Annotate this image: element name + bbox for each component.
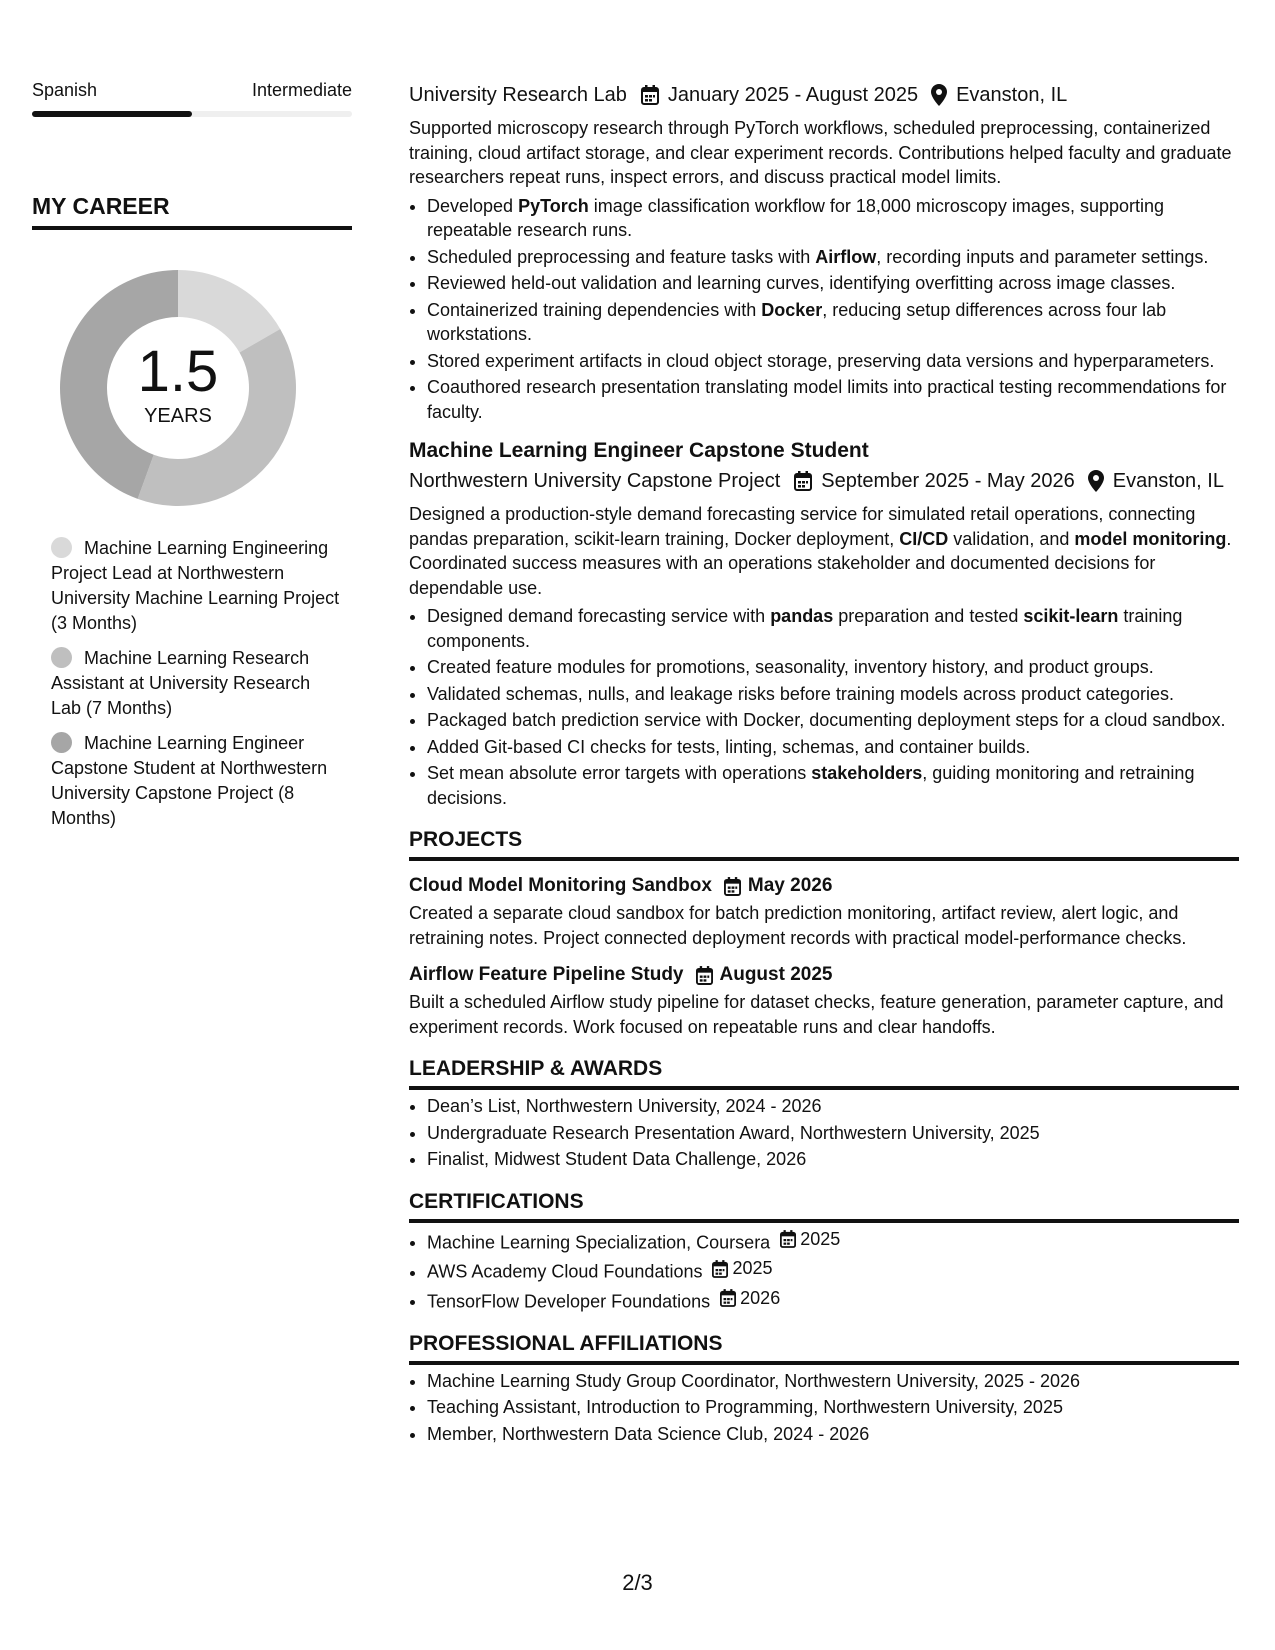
project-title-row [409,962,1239,988]
legend-dot [51,647,72,668]
job-location: Evanston, IL [956,84,1068,106]
bullet-text: Designed demand forecasting service with [427,606,771,626]
project-description: Created a separate cloud sandbox for batch prediction monitoring, artifact review, alert logic, and retraining notes. Project connected deployment records with practical model-performance checks. [409,903,1187,948]
job-bullet: • Coauthored research presentation translating model limits into practical testing recommendations for faculty. [427,375,1239,424]
bullet-text: Scheduled preprocessing and feature tasks with [427,246,816,267]
awards-list [409,1094,1239,1172]
certification-year: 2025 [800,1228,841,1249]
career-total-unit: YEARS [144,404,212,427]
affiliation-item: • Member, Northwestern Data Science Club, 2024 - 2026 [427,1422,1239,1447]
bullet-text: image classification workflow for 18,000 microscopy images, supporting repeatable research runs. [427,195,1165,240]
bullet-keyword: PyTorch [518,195,589,216]
summary-keyword: model monitoring [1074,528,1227,549]
language-level: Intermediate [251,80,352,100]
award-item: • Dean’s List, Northwestern University, 2024 - 2026 [427,1094,1239,1119]
career-legend-item [51,731,341,831]
summary-text: validation, and [948,528,1075,549]
donut-center [54,264,302,512]
career-legend-item [51,646,341,721]
summary-text: Designed a production-style demand forecasting service for simulated retail operations, connecting pandas preparation, scikit-learn training, Docker deployment, [409,504,1196,549]
job-bullets [409,604,1239,810]
language-name: Spanish [32,80,98,100]
job-bullet: • Packaged batch prediction service with Docker, documenting deployment steps for a cloud sandbox. [427,708,1239,733]
job-title: Machine Learning Engineer Capstone Student [409,439,869,462]
bullet-keyword: Airflow [815,246,877,267]
career-donut-chart [54,264,302,512]
job-bullet [427,245,1239,270]
job-bullets [409,194,1239,425]
bullet-text: , recording inputs and parameter settings. [876,246,1209,267]
career-legend-text: Machine Learning Engineering Project Lead at Northwestern University Machine Learning Project (3 Months) [51,538,340,633]
language-proficiency-bar [32,111,352,117]
language-proficiency-fill [32,111,192,117]
certifications-heading: CERTIFICATIONS [409,1188,1239,1223]
career-legend-text: Machine Learning Engineer Capstone Student at Northwestern University Capstone Project (8 Months) [51,733,328,828]
legend-dot [51,732,72,753]
certification-name: Machine Learning Specialization, Coursera [427,1231,771,1252]
calendar-icon [712,1260,728,1278]
language-row [32,80,352,101]
projects-heading: PROJECTS [409,826,1239,861]
affiliation-item: • Machine Learning Study Group Coordinator, Northwestern University, 2025 - 2026 [427,1369,1239,1394]
bullet-text: Containerized training dependencies with [427,299,762,320]
career-legend [51,536,341,831]
calendar-icon [780,1230,796,1248]
summary-text: . Coordinated success measures with an operations stakeholder and documented decisions for dependable use. [409,528,1232,598]
job-company: Northwestern University Capstone Project [409,470,781,492]
location-pin-icon [1088,470,1104,492]
project-name: Cloud Model Monitoring Sandbox [409,875,712,896]
job-bullet [427,604,1239,653]
award-item: • Finalist, Midwest Student Data Challenge, 2026 [427,1147,1239,1172]
job-bullet [427,761,1239,810]
job-location: Evanston, IL [1112,470,1224,492]
certification-item [427,1256,1239,1284]
certification-year: 2026 [740,1288,781,1308]
legend-dot [51,537,72,558]
job-bullet [427,194,1239,243]
career-legend-item [51,536,341,636]
project-name: Airflow Feature Pipeline Study [409,964,684,985]
bullet-text: Developed [427,195,519,216]
career-total-value: 1.5 [137,338,219,404]
project-date: August 2025 [719,964,833,985]
job-dates: January 2025 - August 2025 [667,84,919,106]
bullet-text: preparation and tested [833,606,1024,626]
certification-item [427,1227,1239,1255]
certification-name: TensorFlow Developer Foundations [427,1291,711,1312]
bullet-text: training components. [427,606,1183,651]
job-summary [409,502,1239,600]
job-bullet: • Stored experiment artifacts in cloud object storage, preserving data versions and hyperparameters. [427,349,1239,374]
certification-year: 2025 [732,1258,773,1279]
job-bullet: • Validated schemas, nulls, and leakage risks before training models across product categories. [427,682,1239,707]
affiliation-item: • Teaching Assistant, Introduction to Programming, Northwestern University, 2025 [427,1395,1239,1420]
calendar-icon [724,877,741,896]
job-dates: September 2025 - May 2026 [821,470,1075,492]
location-pin-icon [931,84,947,106]
bullet-keyword: scikit-learn [1023,606,1119,626]
left-column [32,80,352,841]
job-bullet: • Added Git-based CI checks for tests, linting, schemas, and container builds. [427,735,1239,760]
calendar-icon [641,85,659,105]
calendar-icon [696,966,713,985]
certification-name: AWS Academy Cloud Foundations [427,1261,703,1282]
page-number: 2/3 [622,1570,653,1595]
job-bullet: • Created feature modules for promotions, seasonality, inventory history, and product groups. [427,655,1239,680]
bullet-text: , guiding monitoring and retraining decisions. [427,763,1195,808]
job-meta-row [409,80,1239,110]
job-summary: Supported microscopy research through PyTorch workflows, scheduled preprocessing, containerized training, cloud artifact storage, and clear experiment records. Contributions helped faculty and graduate researchers repeat runs, inspect errors, and discuss practical model limits. [409,118,1232,187]
award-item: • Undergraduate Research Presentation Award, Northwestern University, 2025 [427,1121,1239,1146]
calendar-icon [720,1289,736,1307]
job-bullet: • Reviewed held-out validation and learning curves, identifying overfitting across image classes. [427,271,1239,296]
job-bullet [427,298,1239,347]
awards-heading: LEADERSHIP & AWARDS [409,1055,1239,1090]
project-description: Built a scheduled Airflow study pipeline for dataset checks, feature generation, parameter capture, and experiment records. Work focused on repeatable runs and clear handoffs. [409,992,1224,1037]
right-column [409,80,1239,1448]
career-heading: MY CAREER [32,193,352,230]
summary-keyword: CI/CD [899,528,949,549]
certification-date [780,1227,840,1252]
certification-item [427,1286,1239,1314]
job-company: University Research Lab [409,84,627,106]
career-legend-text: Machine Learning Research Assistant at University Research Lab (7 Months) [51,648,311,718]
bullet-keyword: Docker [761,299,823,320]
calendar-icon [794,471,812,491]
project-title-row [409,873,1239,899]
affiliations-list [409,1369,1239,1447]
bullet-text: Set mean absolute error targets with operations [427,763,812,783]
certification-date [712,1256,772,1281]
certification-date [720,1286,780,1311]
bullet-keyword: stakeholders [811,763,923,783]
bullet-keyword: pandas [770,606,834,626]
certifications-list [409,1227,1239,1314]
job-meta-row [409,466,1239,496]
affiliations-heading: PROFESSIONAL AFFILIATIONS [409,1330,1239,1365]
project-date: May 2026 [747,875,833,896]
bullet-text: , reducing setup differences across four lab workstations. [427,299,1167,344]
